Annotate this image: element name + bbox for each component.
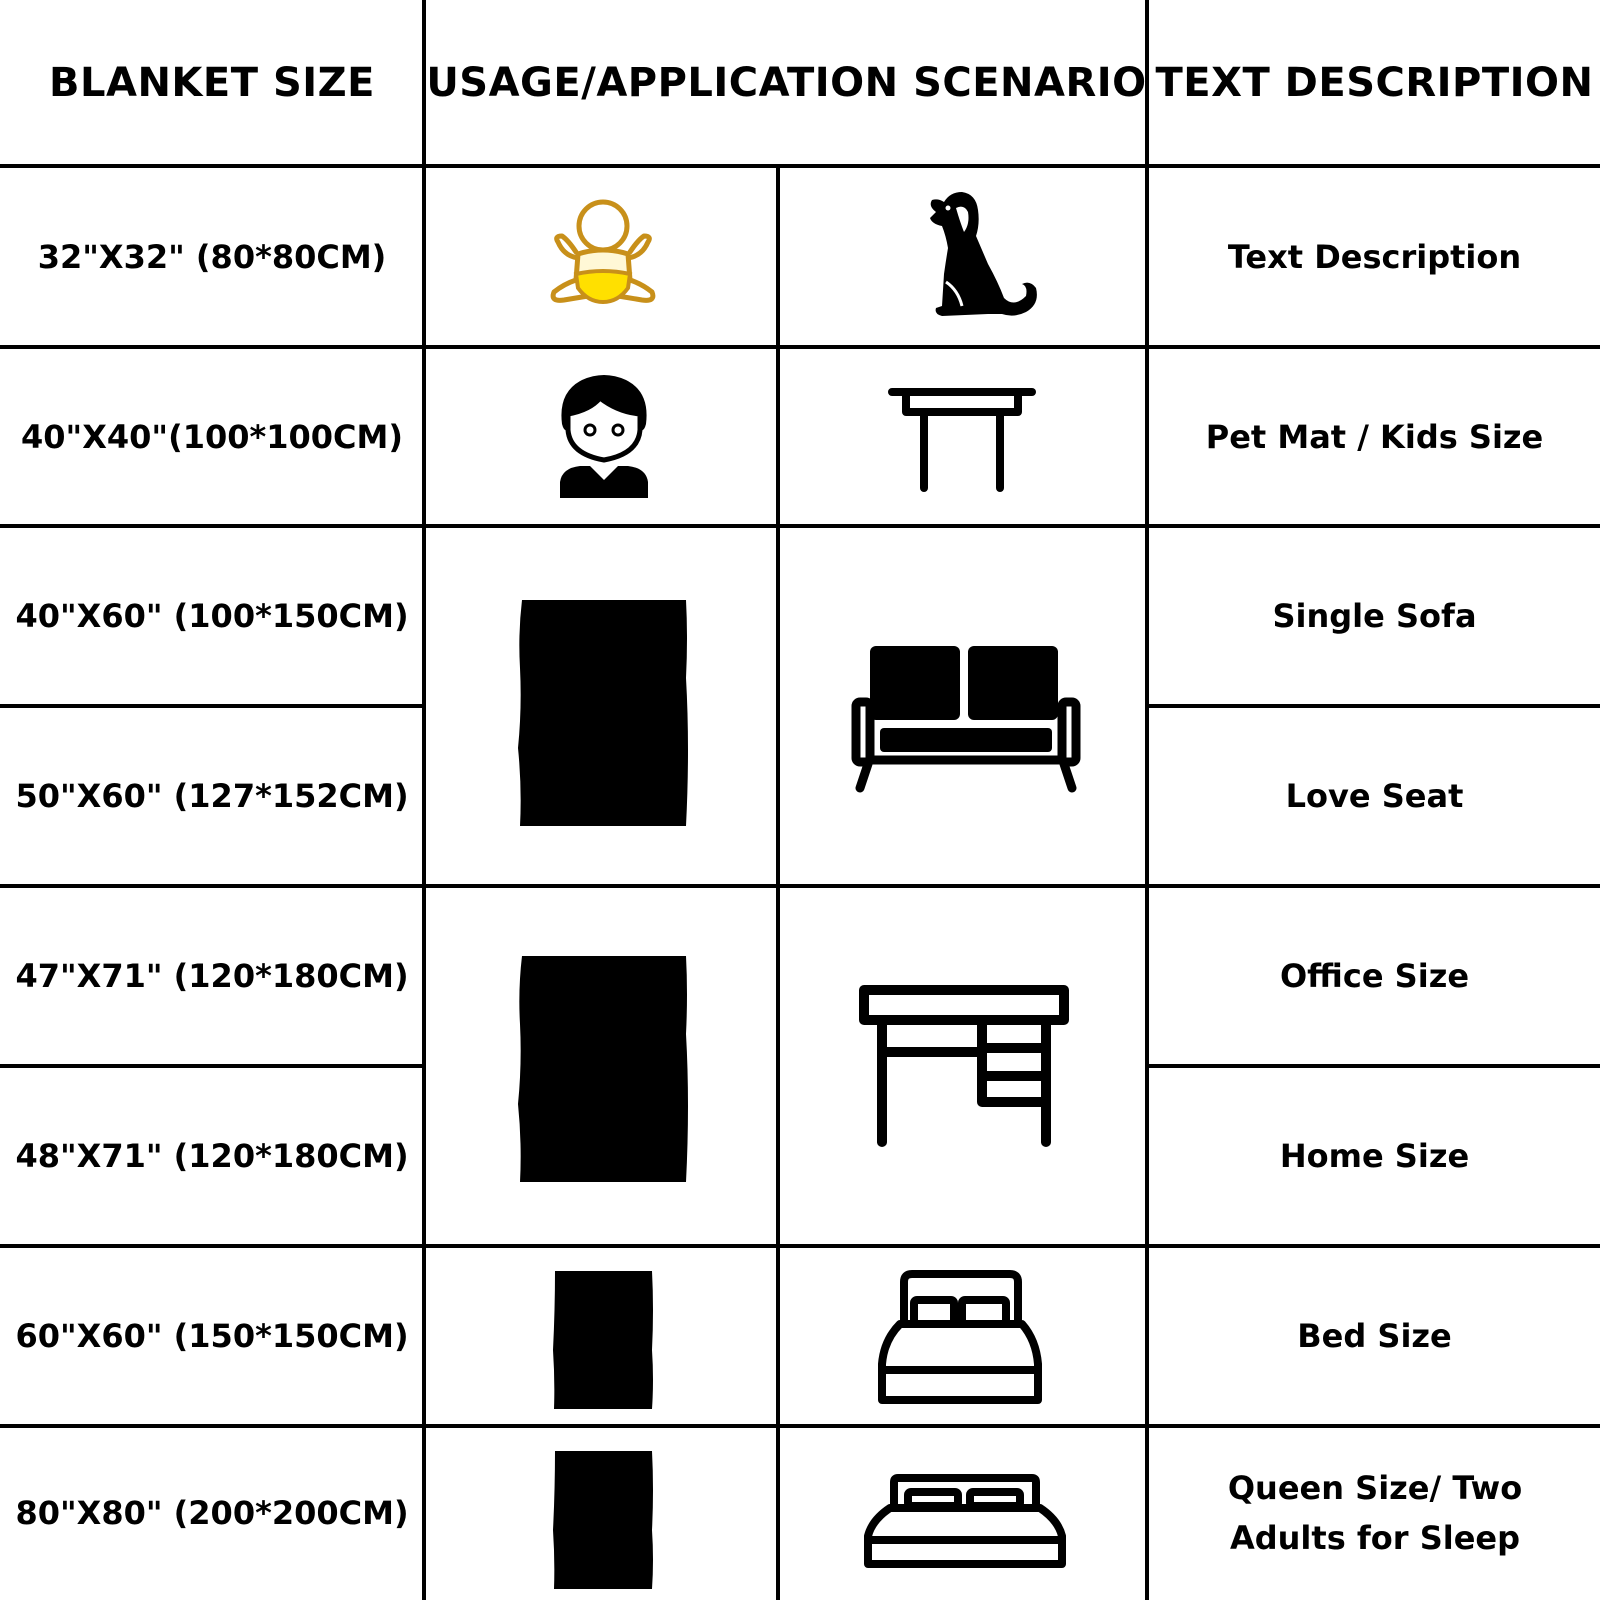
baby-icon bbox=[548, 196, 658, 314]
side-table-icon bbox=[888, 386, 1036, 494]
size-cell: 48"X71" (120*180CM) bbox=[15, 1137, 409, 1175]
blanket-icon bbox=[552, 1450, 654, 1590]
child-icon bbox=[556, 372, 652, 500]
size-cell: 80"X80" (200*200CM) bbox=[15, 1494, 409, 1532]
desk-icon bbox=[858, 984, 1070, 1148]
description-cell: Text Description bbox=[1227, 237, 1522, 276]
description-cell: Queen Size/ Two Adults for Sleep bbox=[1227, 1469, 1523, 1557]
description-cell: Office Size bbox=[1279, 957, 1470, 995]
blanket-icon bbox=[516, 954, 690, 1184]
bed-icon bbox=[876, 1270, 1046, 1408]
blanket-icon bbox=[552, 1270, 654, 1410]
description-cell: Home Size bbox=[1279, 1137, 1470, 1175]
double-bed-icon bbox=[862, 1474, 1068, 1570]
description-cell: Bed Size bbox=[1297, 1317, 1452, 1355]
description-cell: Pet Mat / Kids Size bbox=[1205, 417, 1544, 456]
description-cell: Love Seat bbox=[1285, 777, 1464, 815]
size-cell: 47"X71" (120*180CM) bbox=[15, 957, 409, 995]
header-blanket-size: BLANKET SIZE bbox=[49, 60, 375, 106]
header-text-description: TEXT DESCRIPTION bbox=[1155, 60, 1594, 106]
size-cell: 32"X32" (80*80CM) bbox=[37, 237, 387, 276]
size-cell: 60"X60" (150*150CM) bbox=[15, 1317, 409, 1355]
blanket-icon bbox=[516, 598, 690, 828]
sofa-icon bbox=[850, 646, 1082, 794]
size-cell: 40"X60" (100*150CM) bbox=[15, 597, 409, 635]
dog-icon bbox=[918, 190, 1044, 320]
size-cell: 40"X40"(100*100CM) bbox=[21, 417, 403, 456]
size-cell: 50"X60" (127*152CM) bbox=[15, 777, 409, 815]
header-usage-scenario: USAGE/APPLICATION SCENARIO bbox=[426, 60, 1147, 106]
description-cell: Single Sofa bbox=[1272, 597, 1477, 635]
